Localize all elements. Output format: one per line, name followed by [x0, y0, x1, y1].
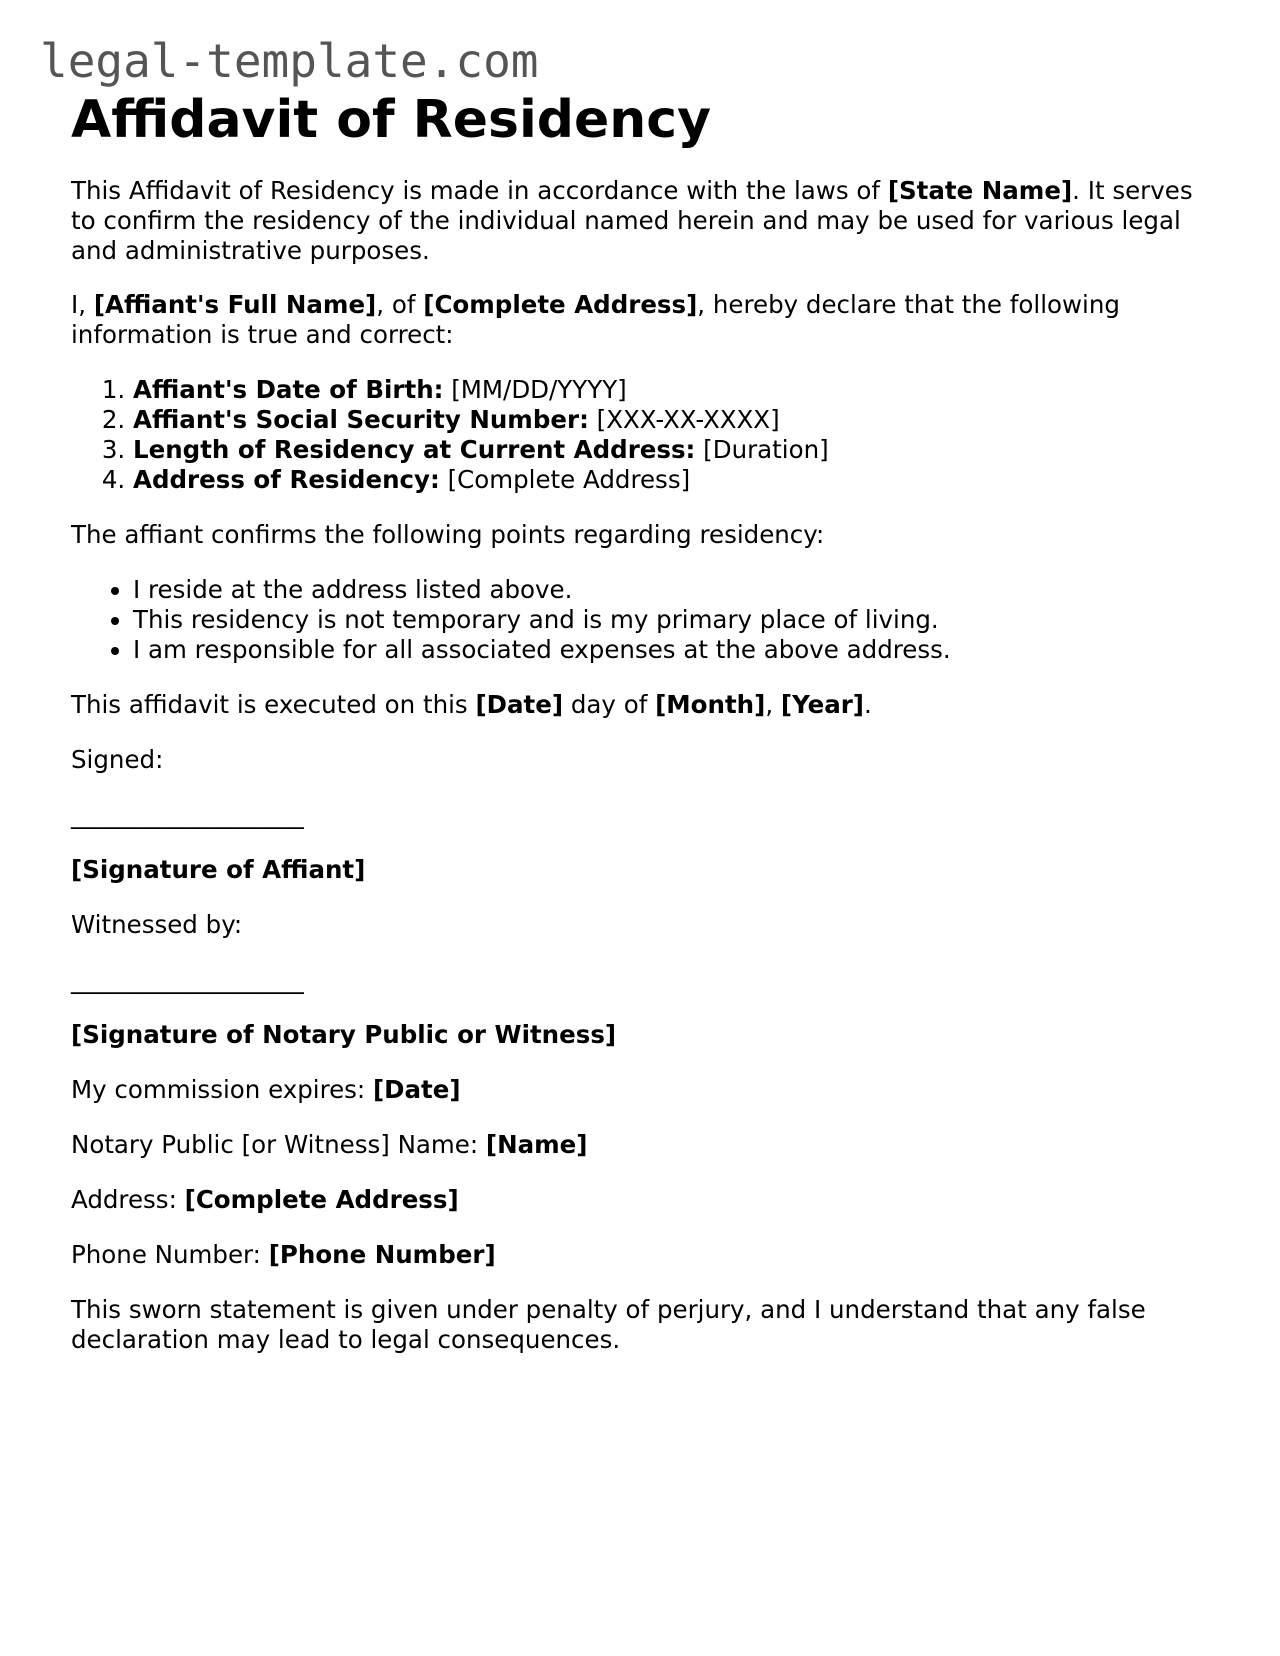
month-placeholder: [Month]	[655, 690, 766, 719]
commission-expiry	[71, 1075, 1221, 1105]
notary-address-line	[71, 1185, 1221, 1215]
phone-label: Phone Number:	[71, 1240, 269, 1269]
notary-signature-caption	[71, 1020, 1221, 1050]
document-body	[71, 88, 1221, 1355]
date-placeholder: [Date]	[475, 690, 564, 719]
executed-comma: ,	[765, 690, 781, 719]
residency-points-list	[71, 575, 1221, 665]
address-placeholder: [Complete Address]	[184, 1185, 459, 1214]
phone-placeholder: [Phone Number]	[268, 1240, 496, 1269]
affiant-signature-placeholder: [Signature of Affiant]	[71, 855, 366, 884]
affiant-name-placeholder: [Affiant's Full Name]	[93, 290, 377, 319]
list-item: • This residency is not temporary and is my primary place of living.	[133, 605, 1221, 635]
witnessed-label: Witnessed by:	[71, 910, 243, 939]
intro-paragraph	[71, 176, 1221, 266]
fact-label: Address of Residency:	[133, 465, 440, 494]
year-placeholder: [Year]	[780, 690, 865, 719]
notary-phone-line	[71, 1240, 1221, 1270]
declaration-suffix: , hereby declare that the following information is true and correct:	[71, 290, 1120, 349]
commission-date-placeholder: [Date]	[372, 1075, 461, 1104]
notary-name-placeholder: [Name]	[485, 1130, 588, 1159]
affiant-address-placeholder: [Complete Address]	[423, 290, 698, 319]
executed-end: .	[864, 690, 872, 719]
affiant-signature-caption	[71, 855, 1221, 885]
declaration-paragraph	[71, 290, 1221, 350]
list-item	[133, 435, 1221, 465]
state-name-placeholder: [State Name]	[887, 176, 1073, 205]
confirm-lead-text: The affiant confirms the following points regarding residency:	[71, 520, 825, 549]
fact-value: [MM/DD/YYYY]	[443, 375, 627, 404]
fact-value: [Duration]	[695, 435, 829, 464]
list-item	[133, 465, 1221, 495]
site-watermark: legal-template.com	[40, 34, 539, 88]
page-title: Affidavit of Residency	[71, 90, 711, 150]
address-label: Address:	[71, 1185, 185, 1214]
fact-value: [XXX-XX-XXXX]	[588, 405, 780, 434]
executed-text-mid: day of	[563, 690, 656, 719]
declaration-mid: , of	[376, 290, 424, 319]
intro-text-end: . It serves to confirm the residency of the individual named herein and may be used for various legal and administrative purposes.	[71, 176, 1193, 265]
declaration-prefix: I,	[71, 290, 94, 319]
perjury-statement: This sworn statement is given under penalty of perjury, and I understand that any false declaration may lead to legal consequences.	[71, 1295, 1146, 1354]
affiant-signature-line: ___________________	[71, 800, 304, 829]
signed-label: Signed:	[71, 745, 164, 774]
notary-name-line	[71, 1130, 1221, 1160]
fact-label: Length of Residency at Current Address:	[133, 435, 696, 464]
commission-label: My commission expires:	[71, 1075, 373, 1104]
notary-signature-line: ___________________	[71, 965, 304, 994]
execution-date-paragraph	[71, 690, 1221, 720]
fact-value: [Complete Address]	[439, 465, 691, 494]
notary-name-label: Notary Public [or Witness] Name:	[71, 1130, 486, 1159]
notary-signature-placeholder: [Signature of Notary Public or Witness]	[71, 1020, 617, 1049]
fact-label: Affiant's Date of Birth:	[133, 375, 444, 404]
intro-text-start: This Affidavit of Residency is made in accordance with the laws of	[71, 176, 888, 205]
list-item: • I reside at the address listed above.	[133, 575, 1221, 605]
executed-text-start: This affidavit is executed on this	[71, 690, 476, 719]
list-item	[133, 405, 1221, 435]
list-item: • I am responsible for all associated expenses at the above address.	[133, 635, 1221, 665]
fact-label: Affiant's Social Security Number:	[133, 405, 589, 434]
affiant-facts-list	[71, 375, 1221, 495]
list-item	[133, 375, 1221, 405]
